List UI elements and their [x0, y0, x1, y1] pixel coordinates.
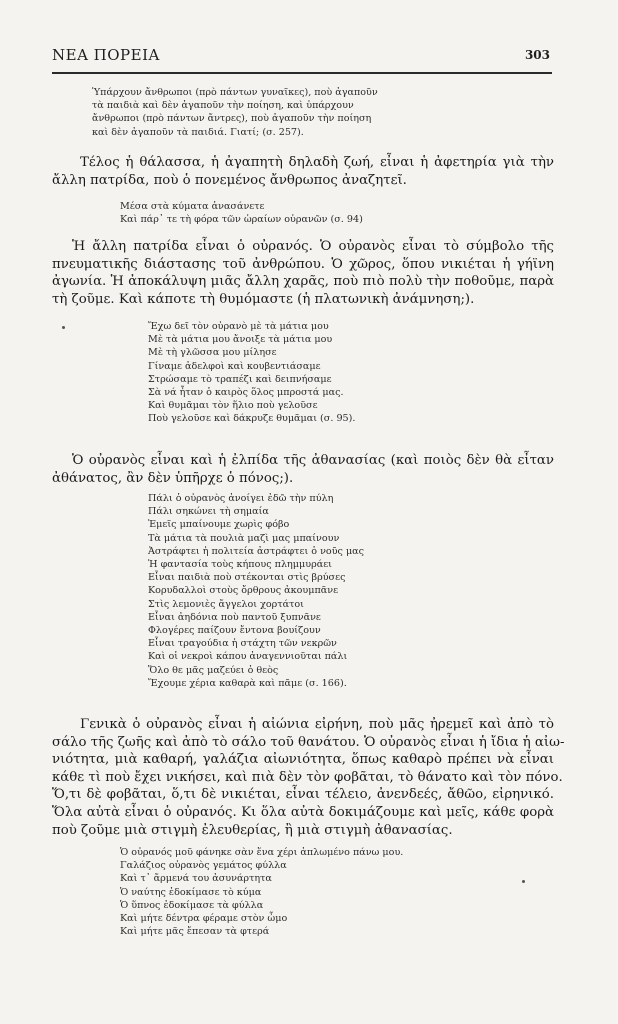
poem-block-3 [148, 492, 364, 690]
poem-line: Καὶ οἱ νεκροὶ κάπου ἀναγεννιοῦται πάλι [148, 651, 348, 663]
page-number: 303 [524, 48, 550, 62]
poem-line: Μέσα στὰ κύματα ἀνασάνετε [120, 201, 265, 212]
poem-block-4 [120, 846, 403, 938]
poem-line: Ἡ φαντασία τοὺς κήπους πλημμυράει [148, 559, 332, 571]
poem-line: Μὲ τὰ μάτια μου ἄνοιξε τὰ μάτια μου [148, 334, 333, 346]
poem-line: Ὁ οὐρανός μοῦ φάνηκε σὰν ἕνα χέρι ἁπλωμένο πάνω μου. [120, 847, 404, 858]
paragraph-line: Ὁ οὐρανὸς εἶναι καὶ ἡ ἐλπίδα τῆς ἀθανασίας (καὶ ποιὸς δὲν θὰ εἶταν [72, 453, 554, 468]
poem-line: Ἐμεῖς μπαίνουμε χωρὶς φόβο [148, 519, 290, 531]
paragraph-3 [52, 452, 554, 487]
poem-line: Πάλι ὁ οὐρανὸς ἀνοίγει ἐδῶ τὴν πύλη [148, 493, 334, 504]
poem-line: Τὰ μάτια τὰ πουλιὰ μαζὶ μας μπαίνουν [148, 532, 340, 544]
journal-title: ΝΕΑ ΠΟΡΕΙΑ [52, 46, 160, 64]
paragraph-line: πνευματικῆς διάστασης τοῦ ἀνθρώπου. Ὁ χῶρος, ὅπου νικιέται ἡ γήϊνη [52, 256, 554, 272]
paragraph-line: ἄλλη πατρίδα, ποὺ ὁ πονεμένος ἄνθρωπος ἀναζητεῖ. [52, 172, 407, 188]
poem-line: Ὅλο θε μᾶς μαζεύει ὁ θεὸς [148, 664, 279, 676]
paragraph-line: Τέλος ἡ θάλασσα, ἡ ἀγαπητὴ δηλαδὴ ζωή, εἶναι ἡ ἀφετηρία γιὰ τὴν [80, 155, 554, 170]
quote-line: ἄνθρωποι (πρὸ πάντων ἄντρες), ποὺ ἀγαποῦν τὴν ποίηση [92, 113, 372, 125]
poem-line: Κορυδαλλοὶ στοὺς ὄρθρους ἀκουμπᾶνε [148, 585, 339, 597]
paragraph-line: ἀγωνία. Ἡ ἀποκάλυψη μιᾶς ἄλλη χαρᾶς, ποὺ πιὸ πολὺ τὴν ποθοῦμε, παρὰ [52, 274, 554, 290]
poem-line: Εἶναι ἀηδόνια ποὺ παντοῦ ξυπνᾶνε [148, 611, 321, 623]
poem-line: Στρώσαμε τὸ τραπέζι καὶ δειπνήσαμε [148, 373, 332, 385]
paragraph-2 [52, 238, 554, 308]
paragraph-line: νιότητα, μιὰ καθαρή, γαλάζια αἰωνιότητα, ὅπως καθαρὸ πρέπει νὰ εἶναι [52, 752, 554, 768]
paragraph-4 [52, 716, 565, 839]
paragraph-line: Ὅλα αὐτὰ εἶναι ὁ οὐρανός. Κι ὅλα αὐτὰ δοκιμάζουμε καὶ μεῖς, κάθε φορὰ [52, 804, 554, 820]
paragraph-line: σάλο τῆς ζωῆς καὶ ἀπὸ τὸ σάλο τοῦ θανάτου. Ὁ οὐρανὸς εἶναι ἡ ἴδια ἡ αἰω- [52, 734, 565, 750]
poem-line: Μὲ τὴ γλῶσσα μου μίλησε [148, 347, 277, 359]
poem-block-1 [120, 200, 363, 226]
poem-line: Καὶ μήτε δέντρα φέραμε στὸν ὦμο [120, 913, 288, 925]
quote-line: καὶ δὲν ἀγαποῦν τὰ παιδιά. Γιατί; (σ. 257). [92, 126, 304, 138]
poem-line: Ὁ ναύτης ἐδοκίμασε τὸ κύμα [120, 886, 262, 898]
margin-mark [62, 326, 65, 329]
paragraph-line: Ὅ,τι δὲ φοβᾶται, ὅ,τι δὲ νικιέται, εἶναι τέλειο, ἀνενδεές, ἄθῶο, εἰρηνικό. [52, 787, 554, 803]
paragraph-line: τὴ ζοῦμε. Καὶ κάποτε τὴ θυμόμαστε (ἡ πλατωνικὴ ἀνάμνηση;). [52, 291, 475, 307]
poem-line: Εἶναι τραγούδια ἡ στάχτη τῶν νεκρῶν [148, 638, 337, 650]
running-header [52, 46, 550, 66]
paragraph-line: Ἡ ἄλλη πατρίδα εἶναι ὁ οὐρανός. Ὁ οὐρανὸς εἶναι τὸ σύμβολο τῆς [72, 239, 554, 254]
poem-line: Πάλι σηκώνει τὴ σημαία [148, 506, 269, 518]
paragraph-line: Γενικὰ ὁ οὐρανὸς εἶναι ἡ αἰώνια εἰρήνη, ποὺ μᾶς ἠρεμεῖ καὶ ἀπὸ τὸ [80, 717, 554, 732]
paragraph-1 [52, 154, 554, 189]
poem-line: Ὁ ὕπνος ἐδοκίμασε τὰ φύλλα [120, 899, 264, 911]
paragraph-line: ἀθάνατος, ἂν δὲν ὑπῆρχε ὁ πόνος;). [52, 470, 294, 486]
quote-line: τὰ παιδιὰ καὶ δὲν ἀγαποῦν τὴν ποίηση, καὶ ὑπάρχουν [92, 100, 354, 112]
poem-line: Ἔχω δεῖ τὸν οὐρανὸ μὲ τὰ μάτια μου [148, 321, 329, 332]
poem-block-2 [148, 320, 355, 426]
poem-line: Γαλάζιος οὐρανὸς γεμάτος φύλλα [120, 860, 287, 872]
margin-mark [522, 880, 525, 883]
poem-line: Εἶναι παιδιὰ ποὺ στέκονται στὶς βρύσες [148, 572, 346, 584]
header-rule [52, 72, 552, 74]
poem-line: Καὶ τ᾽ ἄρμενά του ἀσυνάρτητα [120, 873, 272, 885]
poem-line: Καὶ θυμᾶμαι τὸν ἥλιο ποὺ γελοῦσε [148, 400, 318, 412]
quote-block-1 [92, 86, 378, 139]
poem-line: Ἀστράφτει ἡ πολιτεία ἀστράφτει ὁ νοῦς μας [148, 545, 365, 557]
poem-line: Καὶ μήτε μᾶς ἔπεσαν τὰ φτερά [120, 926, 270, 938]
quote-line: Ὑπάρχουν ἄνθρωποι (πρὸ πάντων γυναῖκες), ποὺ ἀγαποῦν [92, 87, 378, 98]
poem-line: Ποὺ γελοῦσε καὶ δάκρυζε θυμᾶμαι (σ. 95). [148, 413, 356, 425]
poem-line: Ἔχουμε χέρια καθαρὰ καὶ πᾶμε (σ. 166). [148, 677, 347, 689]
poem-line: Στὶς λεμονιὲς ἄγγελοι χορτάτοι [148, 598, 304, 610]
poem-line: Φλογέρες παίζουν ἔντονα βουίζουν [148, 625, 321, 637]
poem-line: Γίναμε ἀδελφοὶ καὶ κουβεντιάσαμε [148, 360, 321, 372]
poem-line: Σὰ νά ἦταν ὁ καιρὸς ὅλος μπροστά μας. [148, 387, 344, 399]
paragraph-line: ποὺ ζοῦμε μιὰ στιγμὴ ἐλευθερίας, ἢ μιὰ στιγμὴ ἀθανασίας. [52, 822, 453, 838]
poem-line: Καὶ πάρ᾽ τε τὴ φόρα τῶν ὡραίων οὐρανῶν (σ. 94) [120, 214, 363, 226]
paragraph-line: κάθε τὶ ποὺ ἔχει νικήσει, καὶ πιὰ δὲν τὸν φοβᾶται, τὸ θάνατο καὶ τὸν πόνο. [52, 769, 563, 785]
